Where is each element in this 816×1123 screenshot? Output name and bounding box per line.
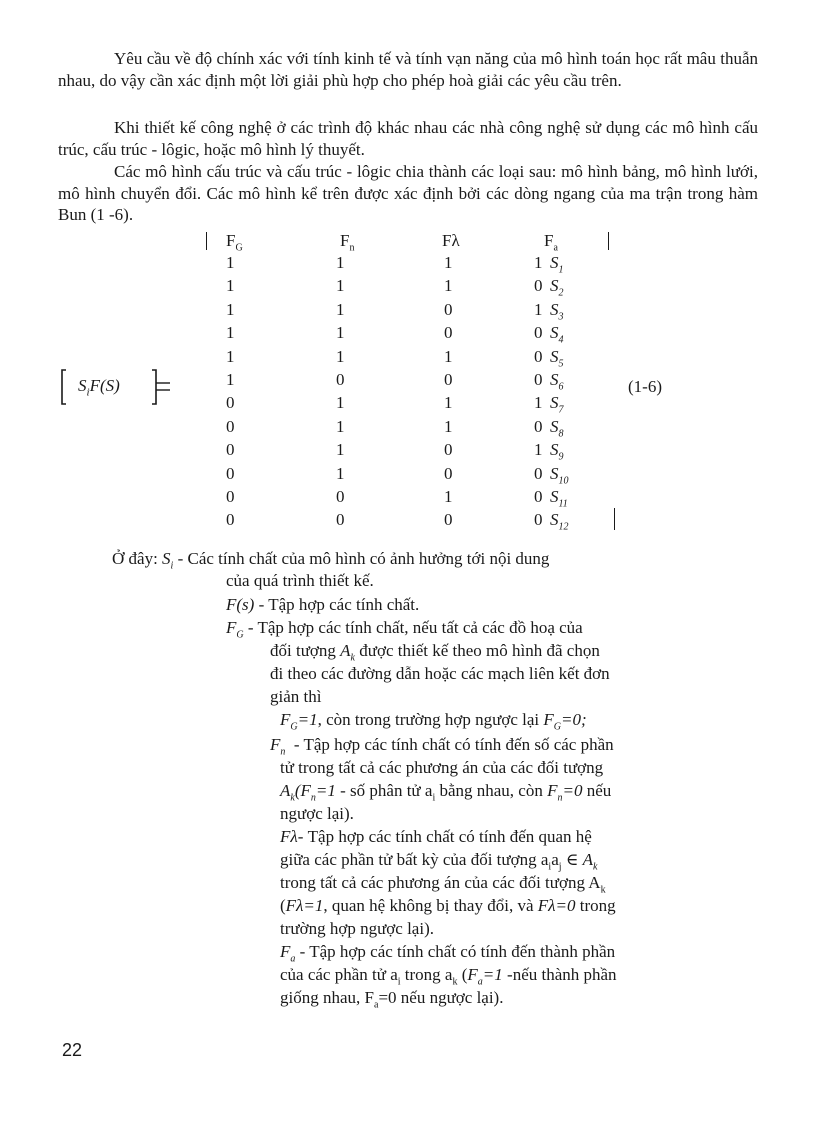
equation-number: (1-6) [628,377,662,396]
matrix-cell: 0 [444,323,453,343]
matrix-cell: 0 [444,299,453,319]
matrix-cell: 1 [336,393,345,413]
def-fs: F(s) - Tập hợp các tính chất. [226,595,420,614]
def-fn-line2: tử trong tất cả các phương án của các đối tượng [280,758,604,777]
matrix-cell: 1 [534,393,543,413]
matrix-cell: 0 [226,487,235,506]
def-fn-line3: $A_k(F_n=1$ - số phân tử $a_i$ bằng nhau, còn $F_n=0$ nếu [280,781,612,804]
matrix-state-label: $S_6$ [550,370,564,393]
def-fg-line5: $F_G=1$, còn trong trường hợp ngược lại $F_G=0$; [280,710,587,733]
matrix-cell: 0 [226,463,235,483]
matrix-cell: 1 [336,416,345,436]
boolean-matrix [200,228,640,538]
matrix-cell: 1 [444,487,453,506]
fn-line-3b: - số phân tử a [340,781,433,800]
matrix-state-label: $S_{10}$ [550,463,569,486]
matrix-cell: 1 [444,393,453,413]
fg-line-2b: được thiết kế theo mô hình đã chọn [359,641,600,660]
matrix-state-label: $S_1$ [550,253,564,276]
matrix-cell: 1 [336,463,345,483]
fn-line-1: - Tập hợp các tính chất có tính đến số các phần [293,735,614,754]
matrix-cell: 1 [226,253,235,272]
matrix-state-label: $S_8$ [550,416,564,440]
matrix-cell: 1 [336,346,345,366]
matrix-cell: 1 [336,253,345,272]
matrix-cell: 0 [534,510,543,530]
matrix-state-label: $S_5$ [550,346,564,369]
fn-line-3d: nếu [586,781,612,800]
fg-line-1: Tập hợp các tính chất, nếu tất cả các đồ hoạ của [257,618,583,637]
matrix-cell: 1 [336,299,345,319]
matrix-state-label: $S_{11}$ [550,487,568,510]
matrix-cell: 1 [336,276,345,296]
def-fl-line3: trong tất cả các phương án của các đối tượng $A_k$ [280,873,606,896]
matrix-cell: 0 [534,323,543,343]
matrix-cell: 0 [336,370,345,389]
def-fl-line1: Fλ- Tập hợp các tính chất có tính đến quan hệ [280,827,592,846]
matrix-state-label: $S_3$ [550,299,564,323]
matrix-cell: 1 [226,346,235,366]
def-si-line2: của quá trình thiết kế. [226,571,374,590]
matrix-cell: 1 [444,276,453,296]
paragraph-3: Các mô hình cấu trúc và cấu trúc - lôgic chia thành các loại sau: mô hình bảng, mô hình lưới, mô hình chuyển đổi. Các mô hình kể trên được xác định bởi các dòng ngang của ma trận trong hàm Bun (1 -6). [58,162,758,224]
matrix-left-bar [206,232,207,250]
matrix-cell: 0 [534,416,543,436]
def-fa-line3: giống nhau, $F_a=0$ nếu ngược lại). [280,988,504,1011]
page-number: 22 [62,1040,83,1060]
header-fn: $F_n$ [340,231,355,254]
matrix-cell: 1 [336,440,345,460]
matrix-cell: 1 [444,416,453,436]
matrix-cell: 0 [534,463,543,483]
def-fg-line2: đối tượng $A_k$ được thiết kế theo mô hình đã chọn [270,641,600,664]
fa-line-2c: -nếu thành phần [507,965,617,984]
header-fg: $F_G$ [226,231,243,254]
def-fn-line1: $F_n$ - Tập hợp các tính chất có tính đến số các phần [270,735,614,758]
matrix-cell: 1 [444,346,453,366]
fa-line-2a: của các phần tử a [280,965,398,984]
def-fg-line1: $F_G$ - Tập hợp các tính chất, nếu tất cả các đồ hoạ của [226,618,583,641]
fg-line-2a: đối tượng [270,641,336,660]
def-fg-line4: giản thì [270,687,322,706]
def-fg-line3: đi theo các đường dẫn hoặc các mạch liên kết đơn [270,664,610,683]
paragraph-1: Yêu cầu về độ chính xác với tính kinh tế và tính vạn năng của mô hình toán học rất mâu thuẫn nhau, do vậy cần xác định một lời giải phù hợp cho phép hoà giải các yêu cầu trên. [58,49,758,90]
matrix-cell: 0 [444,440,453,460]
def-fn-line4: ngược lại). [280,804,354,823]
matrix-cell: 0 [226,440,235,460]
def-fa-line1: $F_a$ - Tập hợp các tính chất có tính đến thành phần [280,942,616,965]
fs-text: Tập hợp các tính chất. [268,595,420,614]
lhs-text: $S_iF(S)$ [78,376,120,399]
matrix-right-bar-bottom [614,508,615,530]
matrix-cell: 1 [534,299,543,319]
def-fl-line4: (Fλ=1, quan hệ không bị thay đổi, và Fλ=0 trong [280,896,616,915]
fl-line-1: - Tập hợp các tính chất có tính đến quan hệ [297,827,592,846]
def-intro: Ở đây: $S_i$ - Các tính chất của mô hình có ảnh hưởng tới nội dung [112,549,550,572]
def-fl-line5: trường hợp ngược lại). [280,919,434,938]
def-fl-line2: giữa các phần tử bất kỳ của đối tượng $a_ia_j$ ∈ $A_k$ [280,850,598,873]
matrix-cell: 0 [336,510,345,530]
matrix-cell: 0 [444,370,453,389]
matrix-cell: 1 [534,440,543,460]
matrix-cell: 0 [226,416,235,436]
matrix-cell: 0 [444,463,453,483]
matrix-cell: 1 [336,323,345,343]
fa-line-3b: =0 nếu ngược lại). [378,988,504,1007]
intro-label: Ở đây: [112,549,158,568]
header-fa: $F_a$ [544,231,558,254]
matrix-cell: 0 [226,393,235,413]
matrix-cell: 0 [534,276,543,296]
fl-line-4d: trong [579,896,616,915]
matrix-cell: 0 [444,510,453,530]
matrix-cell: 1 [226,276,235,296]
matrix-cell: 0 [336,487,345,506]
fa-line-1: - Tập hợp các tính chất có tính đến thành phần [299,942,616,961]
fl-line-4b: quan hệ không bị thay đổi, và [331,896,534,915]
matrix-cell: 1 [226,299,235,319]
fn-line-3c: bằng nhau, còn [439,781,543,800]
matrix-cell: 1 [444,253,453,272]
fl-line-2: giữa các phần tử bất kỳ của đối tượng [280,850,537,869]
matrix-right-bar [608,232,609,250]
matrix-cell: 0 [534,370,543,389]
fa-line-3a: giống nhau, F [280,988,374,1007]
paragraph-2: Khi thiết kế công nghệ ở các trình độ khác nhau các nhà công nghệ sử dụng các mô hình cấu trúc, cấu trúc - lôgic, hoặc mô hình lý thuyết. [58,118,758,159]
matrix-cell: 0 [534,487,543,506]
matrix-cell: 0 [534,346,543,366]
matrix-state-label: $S_7$ [550,393,564,416]
matrix-state-label: $S_4$ [550,323,564,346]
matrix-cell: 0 [226,510,235,530]
si-line-1: Các tính chất của mô hình có ảnh hưởng tới nội dung [187,549,550,568]
header-flambda: Fλ [442,231,460,250]
matrix-state-label: $S_9$ [550,440,564,463]
fg-line-5a: , còn trong trường hợp ngược lại [317,710,540,729]
matrix-cell: 1 [226,370,235,389]
matrix-state-label: $S_{12}$ [550,510,569,533]
fl-line-3: trong tất cả các phương án của các đối tượng A [280,873,601,892]
matrix-cell: 1 [226,323,235,343]
matrix-cell: 1 [534,253,543,272]
fa-line-2b: trong a [404,965,453,984]
def-fa-line2: của các phần tử $a_i$ trong $a_k$ ($F_a=1$ -nếu thành phần [280,965,617,988]
matrix-state-label: $S_2$ [550,276,564,299]
